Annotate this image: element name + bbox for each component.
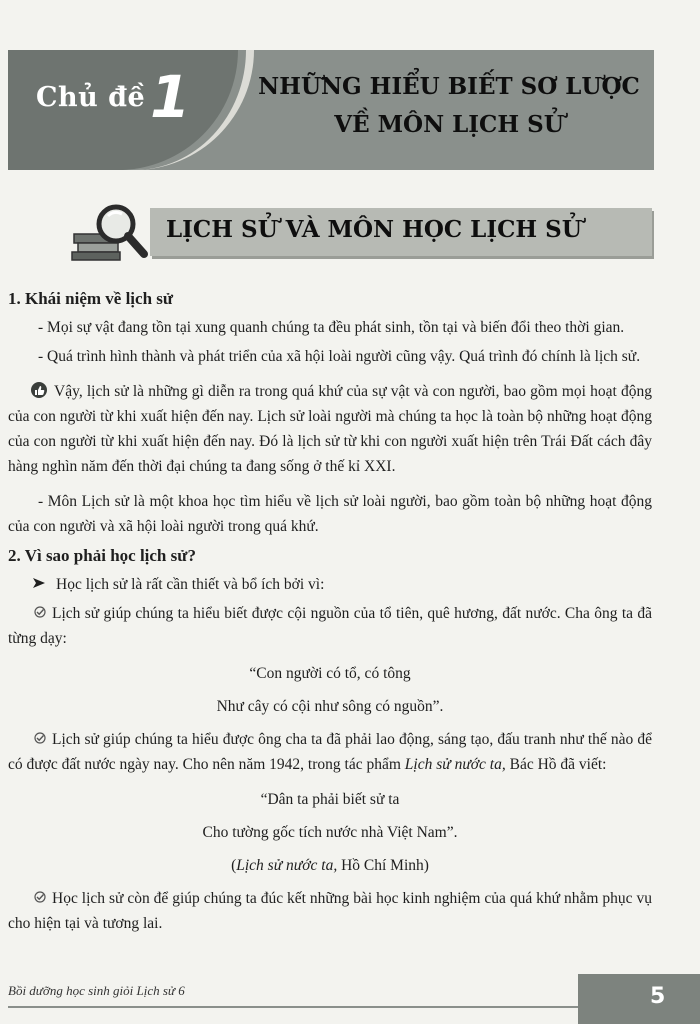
topic-number: 1 (150, 63, 191, 131)
magnifier-books-icon (70, 200, 150, 262)
quote-line: “Con người có tổ, có tông (249, 665, 411, 682)
check-circle-icon (34, 891, 46, 903)
paragraph: - Môn Lịch sử là một khoa học tìm hiểu về lịch sử loài người, bao gồm toàn bộ những hoạt động của con người và xã hội loài người trong quá khứ. (8, 493, 652, 535)
topic-title (244, 68, 654, 144)
quote-line: Cho tường gốc tích nước nhà Việt Nam”. (202, 824, 458, 841)
footer-rule (8, 1006, 578, 1008)
topic-title-line-2: VỀ MÔN LỊCH SỬ (334, 111, 564, 138)
page-number-box (578, 974, 700, 1024)
page-number: 5 (650, 984, 666, 1009)
bullet-paragraph: Lịch sử giúp chúng ta hiểu biết được cội nguồn của tổ tiên, quê hương, đất nước. Cha ông ta đã từng dạy: (8, 605, 652, 647)
summary-text: Vậy, lịch sử là những gì diễn ra trong quá khứ của sự vật và con người, bao gồm mọi hoạt động của con người từ khi xuất hiện đến nay. Lịch sử loài người mà chúng ta học là toàn bộ những hoạt động của con người từ khi xuất hiện đến nay. Đó là lịch sử từ khi con người xuất hiện trên Trái Đất cách đây hàng nghìn năm đến thời đại chúng ta đang sống ở thế kỉ XXI. (8, 383, 652, 475)
paragraph: - Quá trình hình thành và phát triển của xã hội loài người cũng vậy. Quá trình đó chính là lịch sử. (38, 348, 641, 365)
bullet-paragraph: Lịch sử giúp chúng ta hiểu được ông cha ta đã phải lao động, sáng tạo, đấu tranh như thế nào để có được đất nước ngày nay. Cho nên năm 1942, trong tác phẩm Lịch sử nước ta, Bác Hồ đã viết: (8, 731, 652, 773)
topic-title-line-1: NHỮNG HIỂU BIẾT SƠ LƯỢC (258, 73, 640, 100)
work-title: Lịch sử nước ta, (404, 756, 506, 773)
bullet-paragraph: Học lịch sử còn để giúp chúng ta đúc kết những bài học kinh nghiệm của quá khứ nhằm phục vụ cho hiện tại và tương lai. (8, 890, 652, 932)
topic-banner (8, 50, 654, 170)
quote-line: “Dân ta phải biết sử ta (260, 791, 400, 808)
thumbs-up-icon (30, 382, 48, 398)
page-content (8, 286, 652, 940)
intro-line: Học lịch sử là rất cần thiết và bổ ích bởi vì: (8, 572, 652, 597)
heading-why-study-history: 2. Vì sao phải học lịch sử? (8, 546, 196, 565)
citation: (Lịch sử nước ta, Hồ Chí Minh) (231, 857, 429, 874)
section-title: LỊCH SỬ VÀ MÔN HỌC LỊCH SỬ (166, 216, 582, 243)
check-circle-icon (34, 606, 46, 618)
paragraph: - Mọi sự vật đang tồn tại xung quanh chúng ta đều phát sinh, tồn tại và biến đổi theo thời gian. (38, 319, 625, 336)
topic-label: Chủ đề (36, 82, 146, 113)
check-circle-icon (34, 732, 46, 744)
book-title: Bồi dưỡng học sinh giỏi Lịch sử 6 (8, 983, 185, 998)
quote-line: Như cây có cội như sông có nguồn”. (216, 698, 444, 715)
paragraph-summary (8, 379, 652, 479)
heading-concept-of-history: 1. Khái niệm về lịch sử (8, 289, 174, 308)
arrow-bullet-icon (32, 577, 46, 589)
